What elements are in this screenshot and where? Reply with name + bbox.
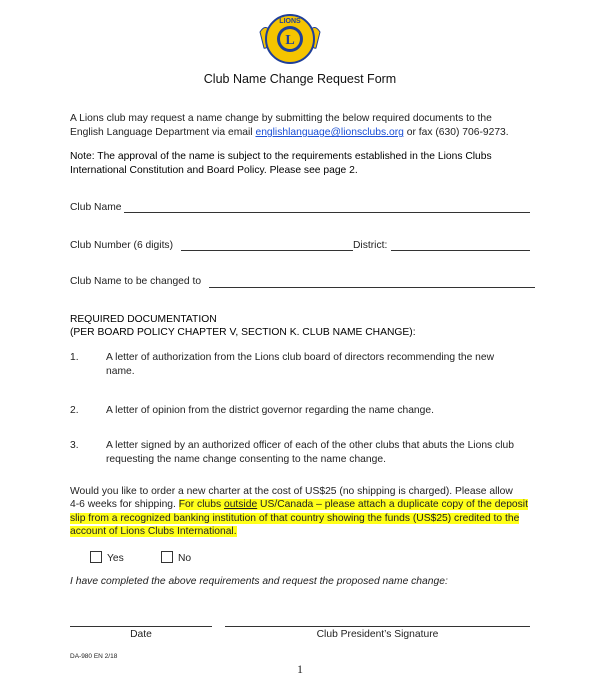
date-field[interactable]: [70, 626, 212, 627]
item-text: A letter of authorization from the Lions club board of directors recommending the new: [106, 352, 495, 363]
intro-line1: A Lions club may request a name change by submitting the below required documents to the: [70, 113, 492, 124]
completion-statement: I have completed the above requirements and request the proposed name change:: [70, 576, 448, 587]
required-subheading: (PER BOARD POLICY CHAPTER V, SECTION K. CLUB NAME CHANGE):: [70, 327, 416, 338]
item-number: 2.: [70, 405, 79, 416]
no-label: No: [178, 553, 192, 564]
yes-label: Yes: [107, 553, 124, 564]
intro-line2: [70, 127, 509, 138]
item-text: A letter of opinion from the district governor regarding the name change.: [106, 405, 434, 416]
yes-option[interactable]: [90, 551, 124, 564]
charter-text: 4-6 weeks for shipping.: [70, 499, 179, 510]
charter-line2: [70, 499, 528, 510]
charter-line3: slip from a recognized banking institution of that country showing the funds (US$25) credited to the: [70, 513, 520, 524]
email-link[interactable]: englishlanguage@lionsclubs.org: [255, 127, 404, 138]
no-option[interactable]: [161, 551, 191, 564]
charter-line4: account of Lions Clubs International.: [70, 526, 237, 537]
signature-field[interactable]: [225, 626, 530, 627]
lions-logo: [258, 10, 322, 68]
highlighted-text: [179, 499, 528, 510]
required-heading: REQUIRED DOCUMENTATION: [70, 314, 217, 325]
item-number: 3.: [70, 440, 79, 451]
outside-underlined: outside: [223, 499, 258, 510]
changed-to-label: Club Name to be changed to: [70, 276, 202, 287]
page-number: 1: [297, 662, 303, 676]
no-checkbox[interactable]: [161, 551, 173, 563]
club-number-label: Club Number (6 digits): [70, 240, 174, 251]
note-line2: International Constitution and Board Policy. Please see page 2.: [70, 165, 358, 176]
form-code: DA-980 EN 2/18: [70, 653, 118, 660]
club-number-field[interactable]: [181, 250, 353, 251]
svg-text:LIONS: LIONS: [279, 18, 301, 25]
intro-text: English Language Department via email: [70, 127, 256, 138]
yes-checkbox[interactable]: [90, 551, 102, 563]
intro-fax: or fax (630) 706-9273.: [403, 127, 509, 138]
item-text: A letter signed by an authorized officer of each of the other clubs that abuts the Lions club: [106, 440, 514, 451]
date-label: Date: [130, 629, 152, 640]
district-label: District:: [353, 240, 388, 251]
item-text: name.: [106, 366, 135, 377]
item-number: 1.: [70, 352, 79, 363]
club-name-label: Club Name: [70, 202, 122, 213]
hl-text: For clubs: [178, 499, 224, 510]
charter-line1: Would you like to order a new charter at the cost of US$25 (no shipping is charged). Please allow: [70, 486, 513, 497]
svg-text:L: L: [285, 33, 295, 48]
club-name-field[interactable]: [124, 212, 530, 213]
district-field[interactable]: [391, 250, 530, 251]
note-line1: Note: The approval of the name is subject to the requirements established in the Lions Clubs: [70, 151, 492, 162]
item-text: requesting the name change consenting to the name change.: [106, 454, 386, 465]
changed-to-field[interactable]: [209, 287, 535, 288]
hl-text: US/Canada – please attach a duplicate copy of the deposit: [257, 499, 528, 510]
signature-label: Club President’s Signature: [316, 629, 439, 640]
form-title: Club Name Change Request Form: [203, 72, 397, 86]
